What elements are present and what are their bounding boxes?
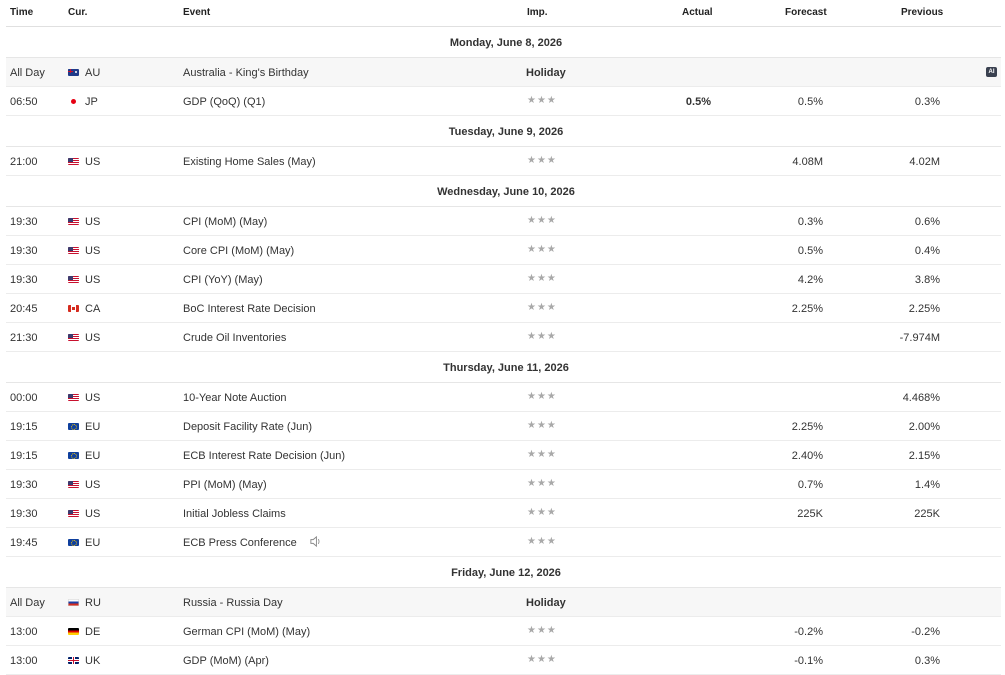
- header-actual[interactable]: Actual: [682, 7, 713, 18]
- previous-value: 4.468%: [902, 392, 940, 404]
- event-time: 19:15: [10, 421, 38, 433]
- forecast-value: -0.2%: [794, 626, 823, 638]
- event-currency: US: [85, 479, 101, 491]
- day-label: Monday, June 8, 2026: [449, 37, 563, 49]
- event-currency: US: [85, 156, 101, 168]
- event-row[interactable]: [6, 265, 1001, 294]
- event-currency: US: [85, 508, 101, 520]
- flag-us-icon: [68, 394, 79, 401]
- importance-stars-icon: ★★★: [527, 449, 557, 460]
- event-name[interactable]: GDP (MoM) (Apr): [183, 655, 269, 667]
- event-time: 06:50: [10, 96, 38, 108]
- event-row[interactable]: [6, 646, 1001, 675]
- previous-value: 0.4%: [914, 245, 940, 257]
- forecast-value: 2.40%: [791, 450, 823, 462]
- event-time: 00:00: [10, 392, 38, 404]
- previous-value: 2.00%: [908, 421, 940, 433]
- flag-eu-icon: [68, 423, 79, 430]
- event-name[interactable]: Australia - King's Birthday: [183, 67, 309, 79]
- event-name[interactable]: Crude Oil Inventories: [183, 332, 287, 344]
- event-time: All Day: [10, 67, 45, 79]
- event-time: 19:30: [10, 245, 38, 257]
- event-time: 19:30: [10, 508, 38, 520]
- event-currency: DE: [85, 626, 101, 638]
- day-header: [6, 352, 1001, 383]
- header-time[interactable]: Time: [10, 7, 34, 18]
- day-label: Wednesday, June 10, 2026: [437, 186, 575, 198]
- flag-us-icon: [68, 510, 79, 517]
- day-header: [6, 27, 1001, 58]
- event-row[interactable]: [6, 528, 1001, 557]
- flag-us-icon: [68, 218, 79, 225]
- previous-value: 0.6%: [914, 216, 940, 228]
- importance-stars-icon: ★★★: [527, 331, 557, 342]
- event-currency: AU: [85, 67, 101, 79]
- importance-stars-icon: ★★★: [527, 391, 557, 402]
- event-currency: EU: [85, 537, 101, 549]
- table-header: [6, 0, 1001, 27]
- event-time: 19:30: [10, 479, 38, 491]
- event-row[interactable]: [6, 236, 1001, 265]
- previous-value: 4.02M: [909, 156, 940, 168]
- event-time: 19:15: [10, 450, 38, 462]
- importance-stars-icon: ★★★: [527, 654, 557, 665]
- ai-summary-icon[interactable]: AI: [986, 67, 997, 77]
- flag-jp-icon: [68, 98, 79, 105]
- flag-us-icon: [68, 158, 79, 165]
- importance-stars-icon: ★★★: [527, 478, 557, 489]
- importance-stars-icon: ★★★: [527, 536, 557, 547]
- event-time: 19:45: [10, 537, 38, 549]
- day-header: [6, 176, 1001, 207]
- flag-au-icon: [68, 69, 79, 76]
- day-label: Friday, June 12, 2026: [451, 567, 561, 579]
- flag-us-icon: [68, 334, 79, 341]
- importance-stars-icon: ★★★: [527, 420, 557, 431]
- day-header: [6, 116, 1001, 147]
- event-currency: RU: [85, 597, 101, 609]
- header-forecast[interactable]: Forecast: [785, 7, 827, 18]
- previous-value: 225K: [914, 508, 940, 520]
- actual-value: 0.5%: [685, 96, 711, 108]
- event-name[interactable]: BoC Interest Rate Decision: [183, 303, 316, 315]
- previous-value: 2.25%: [908, 303, 940, 315]
- forecast-value: 0.5%: [797, 245, 823, 257]
- previous-value: -0.2%: [911, 626, 940, 638]
- event-name[interactable]: German CPI (MoM) (May): [183, 626, 311, 638]
- flag-eu-icon: [68, 452, 79, 459]
- previous-value: 1.4%: [914, 479, 940, 491]
- header-importance[interactable]: Imp.: [527, 7, 548, 18]
- event-name[interactable]: CPI (YoY) (May): [183, 274, 263, 286]
- importance-stars-icon: ★★★: [527, 302, 557, 313]
- event-time: 19:30: [10, 274, 38, 286]
- event-currency: EU: [85, 450, 101, 462]
- previous-value: -7.974M: [899, 332, 940, 344]
- importance-stars-icon: ★★★: [527, 507, 557, 518]
- event-row[interactable]: [6, 588, 1001, 617]
- event-row[interactable]: [6, 499, 1001, 528]
- flag-de-icon: [68, 628, 79, 635]
- calendar-rows: [6, 27, 1001, 675]
- flag-us-icon: [68, 481, 79, 488]
- importance-stars-icon: ★★★: [527, 155, 557, 166]
- event-row[interactable]: [6, 383, 1001, 412]
- forecast-value: 4.08M: [792, 156, 823, 168]
- day-label: Tuesday, June 9, 2026: [448, 126, 564, 138]
- event-currency: US: [85, 332, 101, 344]
- forecast-value: 0.7%: [797, 479, 823, 491]
- event-time: 19:30: [10, 216, 38, 228]
- previous-value: 0.3%: [914, 655, 940, 667]
- event-currency: US: [85, 245, 101, 257]
- event-currency: US: [85, 274, 101, 286]
- event-name[interactable]: ECB Interest Rate Decision (Jun): [183, 450, 346, 462]
- previous-value: 3.8%: [914, 274, 940, 286]
- event-row[interactable]: [6, 441, 1001, 470]
- day-header: [6, 557, 1001, 588]
- previous-value: 0.3%: [914, 96, 940, 108]
- event-row[interactable]: [6, 87, 1001, 116]
- event-row[interactable]: [6, 412, 1001, 441]
- forecast-value: 0.5%: [797, 96, 823, 108]
- speaker-icon[interactable]: [309, 535, 322, 548]
- event-currency: EU: [85, 421, 101, 433]
- event-currency: JP: [85, 96, 98, 108]
- economic-calendar: [6, 0, 1001, 675]
- event-name[interactable]: Russia - Russia Day: [183, 597, 283, 609]
- forecast-value: 2.25%: [791, 421, 823, 433]
- flag-us-icon: [68, 247, 79, 254]
- forecast-value: -0.1%: [794, 655, 823, 667]
- event-name[interactable]: ECB Press Conference: [183, 537, 297, 549]
- flag-ca-icon: [68, 305, 79, 312]
- importance-stars-icon: ★★★: [527, 95, 557, 106]
- event-row[interactable]: [6, 58, 1001, 87]
- forecast-value: 4.2%: [797, 274, 823, 286]
- importance-stars-icon: ★★★: [527, 215, 557, 226]
- importance-stars-icon: ★★★: [527, 244, 557, 255]
- forecast-value: 2.25%: [791, 303, 823, 315]
- holiday-label: Holiday: [526, 597, 566, 609]
- event-time: 20:45: [10, 303, 38, 315]
- header-previous[interactable]: Previous: [901, 7, 944, 18]
- previous-value: 2.15%: [908, 450, 940, 462]
- event-time: 21:30: [10, 332, 38, 344]
- header-currency[interactable]: Cur.: [68, 7, 88, 18]
- event-time: 13:00: [10, 655, 38, 667]
- header-event[interactable]: Event: [183, 7, 211, 18]
- event-name[interactable]: CPI (MoM) (May): [183, 216, 268, 228]
- event-name[interactable]: 10-Year Note Auction: [183, 392, 287, 404]
- event-row[interactable]: [6, 470, 1001, 499]
- event-row[interactable]: [6, 207, 1001, 236]
- flag-us-icon: [68, 276, 79, 283]
- event-name[interactable]: Initial Jobless Claims: [183, 508, 286, 520]
- importance-stars-icon: ★★★: [527, 625, 557, 636]
- event-currency: CA: [85, 303, 101, 315]
- event-row[interactable]: [6, 147, 1001, 176]
- event-row[interactable]: [6, 323, 1001, 352]
- holiday-label: Holiday: [526, 67, 566, 79]
- event-name[interactable]: Deposit Facility Rate (Jun): [183, 421, 312, 433]
- event-currency: US: [85, 392, 101, 404]
- forecast-value: 0.3%: [797, 216, 823, 228]
- importance-stars-icon: ★★★: [527, 273, 557, 284]
- event-time: 21:00: [10, 156, 38, 168]
- forecast-value: 225K: [797, 508, 823, 520]
- flag-eu-icon: [68, 539, 79, 546]
- event-row[interactable]: [6, 294, 1001, 323]
- day-label: Thursday, June 11, 2026: [443, 362, 569, 374]
- event-currency: UK: [85, 655, 101, 667]
- event-name[interactable]: Existing Home Sales (May): [183, 156, 316, 168]
- event-time: 13:00: [10, 626, 38, 638]
- event-currency: US: [85, 216, 101, 228]
- event-name[interactable]: Core CPI (MoM) (May): [183, 245, 295, 257]
- event-name[interactable]: PPI (MoM) (May): [183, 479, 267, 491]
- event-name[interactable]: GDP (QoQ) (Q1): [183, 96, 266, 108]
- flag-uk-icon: [68, 657, 79, 664]
- flag-ru-icon: [68, 599, 79, 606]
- event-time: All Day: [10, 597, 45, 609]
- event-row[interactable]: [6, 617, 1001, 646]
